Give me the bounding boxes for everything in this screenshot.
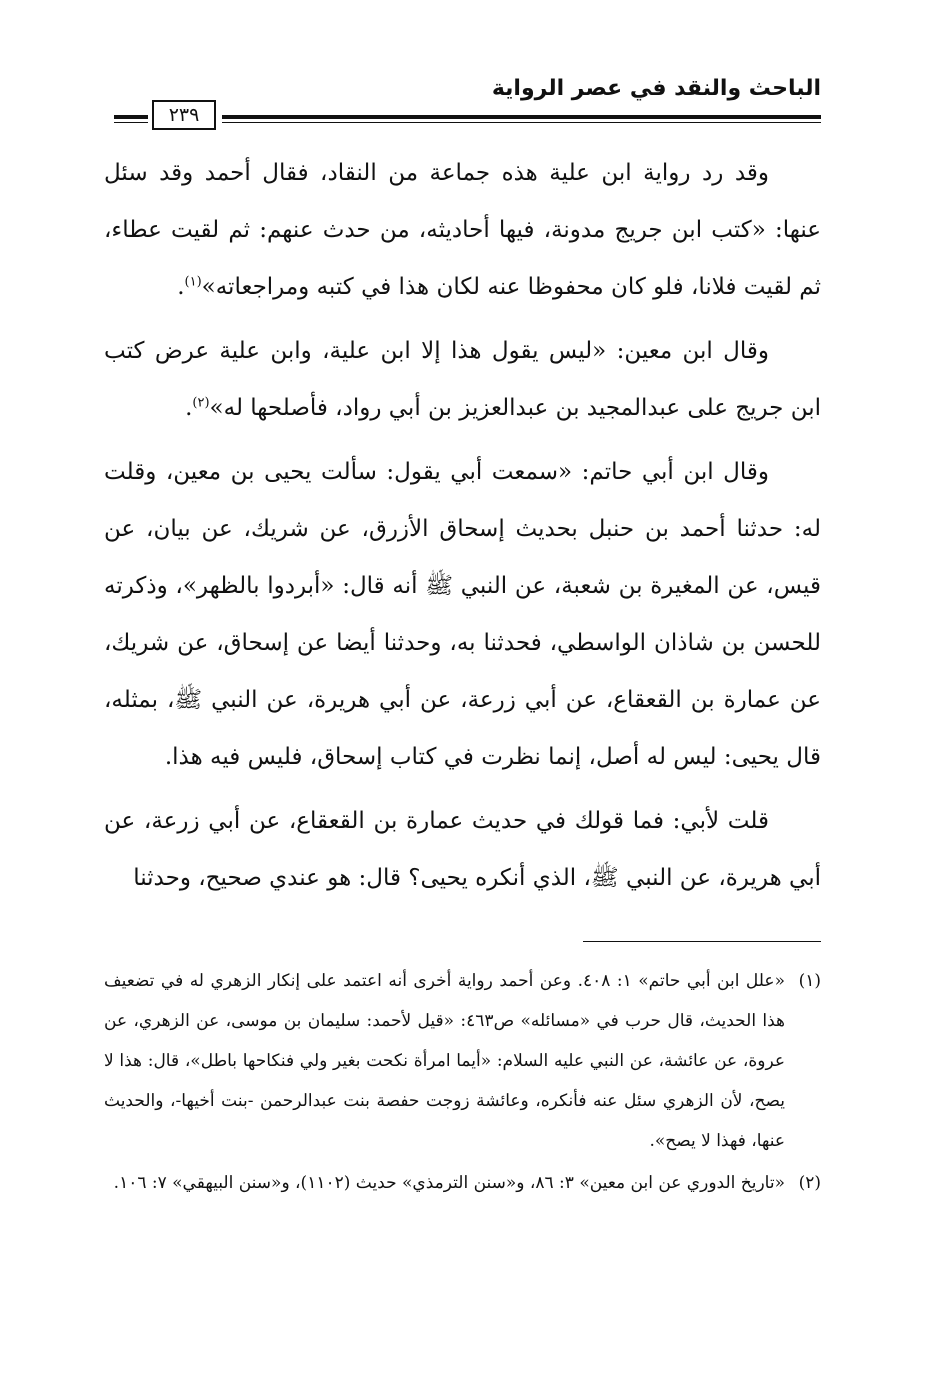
paragraph-2-text: وقال ابن معين: «ليس يقول هذا إلا ابن علية، وابن علية عرض كتب ابن جريج على عبدالمجيد بن عبدالعزيز بن أبي رواد، فأصلحها له» [104,338,821,421]
header-rule-thin [222,122,821,123]
paragraph-4: قلت لأبي: فما قولك في حديث عمارة بن القعقاع، عن أبي زرعة، عن أبي هريرة، عن النبي ﷺ، الذي أنكره يحيى؟ قال: هو عندي صحيح، وحدثنا [104,808,821,891]
footnote-1-text: «علل ابن أبي حاتم» ١: ٤٠٨. وعن أحمد رواية أخرى أنه اعتمد على إنكار الزهري له في تضعيف هذا الحديث، قال حرب في «مسائله» ص٤٦٣: «قيل لأحمد: سليمان بن موسى، عن الزهري، عن عروة، عن عائشة، عن النبي عليه السلام: «أيما امرأة نكحت بغير ولي فنكاحها باطل»، قال: هذا لا يصح، لأن الزهري سئل عنه فأنكره، وعائشة زوجت حفصة بنت عبدالرحمن -بنت أخيها-، والحديث عنها، فهذا لا يصح». [104,971,786,1151]
footnote-2-number: (٢) [798,1173,821,1193]
paragraph-3: وقال ابن أبي حاتم: «سمعت أبي يقول: سألت يحيى بن معين، وقلت له: حدثنا أحمد بن حنبل بحديث إسحاق الأزرق، عن شريك، عن بيان، عن قيس، عن المغيرة بن شعبة، عن النبي ﷺ أنه قال: «أبردوا بالظهر»، وذكرته للحسن بن شاذان الواسطي، فحدثنا به، وحدثنا أيضا عن إسحاق، عن شريك، عن عمارة بن القعقاع، عن أبي زرعة، عن أبي هريرة، عن النبي ﷺ، بمثله، قال يحيى: ليس له أصل، إنما نظرت في كتاب إسحاق، فليس فيه هذا. [104,459,821,770]
footnote-separator [583,941,821,942]
footnote-2-text: «تاريخ الدوري عن ابن معين» ٣: ٨٦، و«سنن الترمذي» حديث (١١٠٢)، و«سنن البيهقي» ٧: ١٠٦. [113,1173,785,1193]
page-number-box: ٢٣٩ [152,100,216,130]
footnote-ref-1: (١) [184,274,202,290]
running-header-title: الباحث والنقد في عصر الرواية [491,76,821,101]
header-rule-left-thin [114,122,148,123]
header-rule-left-thick [114,115,148,119]
header-rule-thick [222,115,821,119]
footnote-1 [104,961,821,1161]
footnotes [104,961,821,1205]
footnote-1-number: (١) [798,971,821,991]
paragraph-1 [104,145,821,316]
paragraph-2-end: . [185,395,193,421]
footnote-2 [104,1163,821,1203]
paragraph-1-text: وقد رد رواية ابن علية هذه جماعة من النقاد، فقال أحمد وقد سئل عنها: «كتب ابن جريج مدونة، فيها أحاديثه، من حدث عنهم: ثم لقيت عطاء، ثم لقيت فلانا، فلو كان محفوظا عنه لكان هذا في كتبه ومراجعاته» [104,160,821,300]
main-text [104,145,821,914]
paragraph-2 [104,323,821,437]
paragraph-1-end: . [177,274,185,300]
footnote-ref-2: (٢) [192,395,210,411]
